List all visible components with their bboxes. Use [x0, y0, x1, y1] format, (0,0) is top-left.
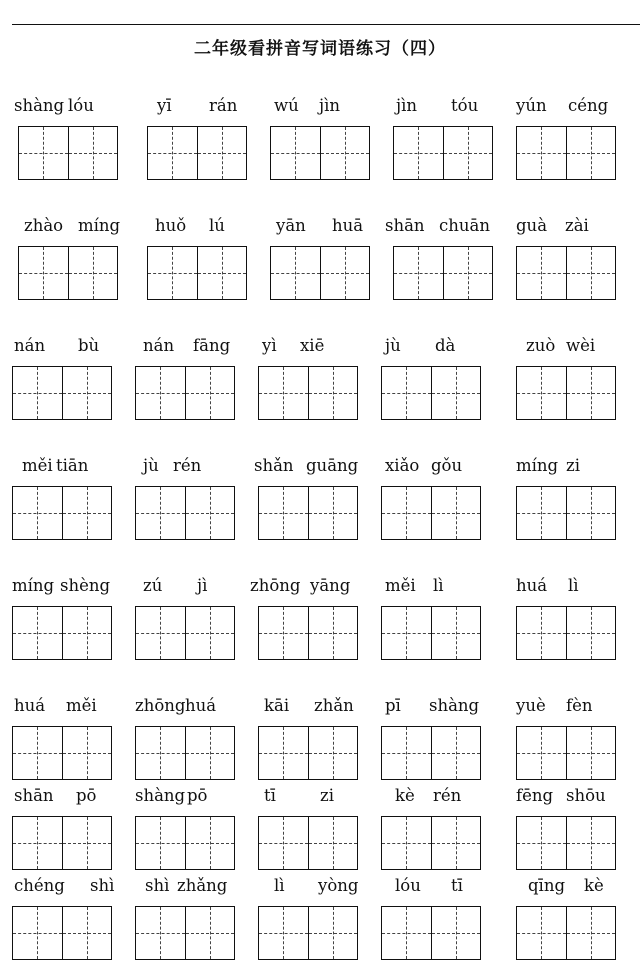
- pinyin-syllable: yì: [262, 336, 277, 355]
- tian-zi-cell[interactable]: [271, 127, 320, 179]
- pinyin-label: [135, 336, 255, 360]
- tian-zi-cell[interactable]: [62, 817, 112, 869]
- writing-grid: [12, 366, 112, 420]
- writing-grid: [18, 246, 118, 300]
- tian-zi-cell[interactable]: [308, 727, 358, 779]
- worksheet-title: 二年级看拼音写词语练习（四）: [194, 39, 446, 59]
- tian-zi-cell[interactable]: [517, 487, 566, 539]
- pinyin-label: [381, 786, 501, 810]
- pinyin-syllable: jì: [197, 576, 208, 595]
- pinyin-syllable: shàng: [429, 696, 480, 715]
- pinyin-label: [14, 96, 138, 120]
- pinyin-label: [516, 876, 636, 900]
- tian-zi-cell[interactable]: [136, 607, 185, 659]
- pinyin-label: [135, 456, 255, 480]
- pinyin-label: [258, 696, 378, 720]
- writing-grid: [135, 606, 235, 660]
- tian-zi-cell[interactable]: [68, 127, 118, 179]
- pinyin-syllable: fèn: [566, 696, 593, 715]
- tian-zi-cell[interactable]: [259, 907, 308, 959]
- pinyin-syllable: lú: [209, 216, 225, 235]
- tian-zi-cell[interactable]: [62, 607, 112, 659]
- pinyin-syllable: chuān: [439, 216, 490, 235]
- pinyin-label: [381, 576, 501, 600]
- writing-grid: [135, 906, 235, 960]
- pinyin-syllable: kāi: [264, 696, 290, 715]
- pinyin-syllable: huā: [332, 216, 364, 235]
- pinyin-syllable: fēng: [516, 786, 554, 805]
- tian-zi-cell[interactable]: [517, 127, 566, 179]
- tian-zi-cell[interactable]: [517, 727, 566, 779]
- pinyin-label: [516, 696, 636, 720]
- pinyin-syllable: qīng: [528, 876, 566, 895]
- top-rule: [12, 24, 640, 25]
- tian-zi-cell[interactable]: [566, 487, 616, 539]
- tian-zi-cell[interactable]: [308, 607, 358, 659]
- tian-zi-cell[interactable]: [517, 907, 566, 959]
- tian-zi-cell[interactable]: [517, 367, 566, 419]
- pinyin-syllable: guà: [516, 216, 548, 235]
- writing-grid: [516, 816, 616, 870]
- tian-zi-cell[interactable]: [517, 247, 566, 299]
- pinyin-label: [516, 96, 636, 120]
- pinyin-syllable: dà: [435, 336, 456, 355]
- pinyin-label: [135, 786, 255, 810]
- writing-grid: [258, 816, 358, 870]
- writing-grid: [12, 486, 112, 540]
- pinyin-syllable: guāng: [306, 456, 359, 475]
- pinyin-syllable: měi: [22, 456, 53, 475]
- tian-zi-cell[interactable]: [394, 127, 443, 179]
- pinyin-syllable: tóu: [451, 96, 479, 115]
- writing-grid: [381, 606, 481, 660]
- pinyin-syllable: huá: [516, 576, 548, 595]
- pinyin-label: [12, 876, 132, 900]
- pinyin-syllable: fāng: [193, 336, 231, 355]
- writing-grid: [516, 126, 616, 180]
- tian-zi-cell[interactable]: [136, 817, 185, 869]
- pinyin-syllable: yī: [157, 96, 172, 115]
- writing-grid: [135, 726, 235, 780]
- tian-zi-cell[interactable]: [259, 607, 308, 659]
- tian-zi-cell[interactable]: [62, 907, 112, 959]
- tian-zi-cell[interactable]: [62, 487, 112, 539]
- pinyin-syllable: jìn: [396, 96, 418, 115]
- tian-zi-cell[interactable]: [566, 607, 616, 659]
- pinyin-syllable: shì: [90, 876, 115, 895]
- pinyin-syllable: pī: [385, 696, 401, 715]
- tian-zi-cell[interactable]: [382, 727, 431, 779]
- tian-zi-cell[interactable]: [19, 247, 68, 299]
- pinyin-syllable: zuò: [526, 336, 556, 355]
- writing-grid: [258, 366, 358, 420]
- pinyin-syllable: shì: [145, 876, 170, 895]
- pinyin-label: [516, 456, 636, 480]
- pinyin-syllable: zhào: [24, 216, 64, 235]
- pinyin-syllable: míng: [516, 456, 559, 475]
- pinyin-label: [516, 216, 636, 240]
- pinyin-syllable: jìn: [319, 96, 341, 115]
- tian-zi-cell[interactable]: [13, 907, 62, 959]
- pinyin-label: [147, 216, 267, 240]
- writing-grid: [147, 246, 247, 300]
- pinyin-label: [147, 96, 267, 120]
- tian-zi-cell[interactable]: [13, 607, 62, 659]
- tian-zi-cell[interactable]: [19, 127, 68, 179]
- tian-zi-cell[interactable]: [136, 727, 185, 779]
- writing-grid: [258, 486, 358, 540]
- writing-grid: [381, 486, 481, 540]
- pinyin-syllable: shǎn: [254, 456, 294, 475]
- pinyin-syllable: zài: [565, 216, 589, 235]
- tian-zi-cell[interactable]: [197, 247, 247, 299]
- pinyin-syllable: tī: [264, 786, 276, 805]
- tian-zi-cell[interactable]: [13, 817, 62, 869]
- tian-zi-cell[interactable]: [382, 907, 431, 959]
- tian-zi-cell[interactable]: [394, 247, 443, 299]
- tian-zi-cell[interactable]: [382, 817, 431, 869]
- pinyin-syllable: wú: [274, 96, 299, 115]
- writing-grid: [381, 816, 481, 870]
- pinyin-syllable: zi: [566, 456, 580, 475]
- tian-zi-cell[interactable]: [185, 907, 235, 959]
- writing-grid: [516, 486, 616, 540]
- writing-grid: [135, 816, 235, 870]
- pinyin-label: [254, 456, 378, 480]
- pinyin-label: [381, 336, 501, 360]
- tian-zi-cell[interactable]: [566, 817, 616, 869]
- pinyin-syllable: zhǎng: [177, 876, 228, 895]
- tian-zi-cell[interactable]: [308, 487, 358, 539]
- pinyin-syllable: pō: [76, 786, 97, 805]
- tian-zi-cell[interactable]: [566, 727, 616, 779]
- pinyin-syllable: rén: [173, 456, 202, 475]
- tian-zi-cell[interactable]: [320, 247, 370, 299]
- pinyin-label: [12, 336, 132, 360]
- pinyin-label: [393, 96, 513, 120]
- tian-zi-cell[interactable]: [13, 487, 62, 539]
- pinyin-label: [250, 576, 378, 600]
- tian-zi-cell[interactable]: [320, 127, 370, 179]
- writing-grid: [516, 726, 616, 780]
- pinyin-syllable: gǒu: [431, 456, 463, 475]
- pinyin-label: [135, 876, 255, 900]
- pinyin-label: [12, 696, 132, 720]
- pinyin-syllable: yān: [276, 216, 306, 235]
- tian-zi-cell[interactable]: [136, 367, 185, 419]
- tian-zi-cell[interactable]: [68, 247, 118, 299]
- tian-zi-cell[interactable]: [185, 817, 235, 869]
- pinyin-syllable: kè: [395, 786, 415, 805]
- tian-zi-cell[interactable]: [308, 907, 358, 959]
- pinyin-syllable: huá: [185, 696, 217, 715]
- pinyin-syllable: jù: [143, 456, 159, 475]
- pinyin-syllable: yòng: [318, 876, 359, 895]
- tian-zi-cell[interactable]: [185, 727, 235, 779]
- tian-zi-cell[interactable]: [566, 247, 616, 299]
- pinyin-syllable: zi: [320, 786, 334, 805]
- pinyin-label: [516, 786, 636, 810]
- writing-grid: [381, 726, 481, 780]
- writing-grid: [393, 246, 493, 300]
- pinyin-syllable: yuè: [516, 696, 546, 715]
- tian-zi-cell[interactable]: [517, 817, 566, 869]
- tian-zi-cell[interactable]: [13, 727, 62, 779]
- pinyin-label: [516, 336, 636, 360]
- tian-zi-cell[interactable]: [431, 367, 481, 419]
- pinyin-syllable: míng: [12, 576, 55, 595]
- pinyin-syllable: lóu: [395, 876, 421, 895]
- pinyin-label: [12, 576, 132, 600]
- pinyin-label: [18, 216, 138, 240]
- writing-grid: [12, 726, 112, 780]
- writing-grid: [270, 126, 370, 180]
- writing-grid: [516, 906, 616, 960]
- writing-grid: [12, 816, 112, 870]
- pinyin-syllable: tī: [451, 876, 463, 895]
- pinyin-syllable: rén: [433, 786, 462, 805]
- pinyin-syllable: jù: [385, 336, 401, 355]
- tian-zi-cell[interactable]: [566, 367, 616, 419]
- tian-zi-cell[interactable]: [13, 367, 62, 419]
- pinyin-syllable: zhōng: [250, 576, 301, 595]
- tian-zi-cell[interactable]: [136, 907, 185, 959]
- pinyin-label: [270, 96, 390, 120]
- pinyin-syllable: shàng: [14, 96, 65, 115]
- tian-zi-cell[interactable]: [259, 367, 308, 419]
- pinyin-syllable: zhōng: [135, 696, 186, 715]
- tian-zi-cell[interactable]: [517, 607, 566, 659]
- pinyin-syllable: lóu: [68, 96, 94, 115]
- writing-grid: [147, 126, 247, 180]
- tian-zi-cell[interactable]: [185, 367, 235, 419]
- pinyin-syllable: shàng: [135, 786, 186, 805]
- writing-grid: [258, 606, 358, 660]
- tian-zi-cell[interactable]: [148, 127, 197, 179]
- pinyin-syllable: zú: [143, 576, 163, 595]
- tian-zi-cell[interactable]: [566, 127, 616, 179]
- pinyin-syllable: huá: [14, 696, 46, 715]
- pinyin-syllable: xiǎo: [385, 456, 420, 475]
- tian-zi-cell[interactable]: [185, 607, 235, 659]
- tian-zi-cell[interactable]: [443, 247, 493, 299]
- tian-zi-cell[interactable]: [382, 487, 431, 539]
- writing-grid: [516, 366, 616, 420]
- tian-zi-cell[interactable]: [271, 247, 320, 299]
- tian-zi-cell[interactable]: [308, 367, 358, 419]
- writing-grid: [135, 366, 235, 420]
- pinyin-syllable: shōu: [566, 786, 606, 805]
- pinyin-syllable: kè: [584, 876, 604, 895]
- tian-zi-cell[interactable]: [431, 607, 481, 659]
- tian-zi-cell[interactable]: [259, 817, 308, 869]
- pinyin-label: [270, 216, 390, 240]
- pinyin-syllable: yāng: [310, 576, 351, 595]
- pinyin-syllable: nán: [143, 336, 175, 355]
- tian-zi-cell[interactable]: [62, 727, 112, 779]
- pinyin-label: [12, 786, 132, 810]
- pinyin-label: [381, 696, 501, 720]
- writing-grid: [18, 126, 118, 180]
- pinyin-label: [135, 696, 255, 720]
- tian-zi-cell[interactable]: [382, 607, 431, 659]
- pinyin-syllable: shèng: [60, 576, 111, 595]
- tian-zi-cell[interactable]: [431, 487, 481, 539]
- pinyin-syllable: huǒ: [155, 216, 187, 235]
- pinyin-syllable: shān: [14, 786, 54, 805]
- pinyin-syllable: rán: [209, 96, 238, 115]
- writing-grid: [135, 486, 235, 540]
- writing-grid: [12, 906, 112, 960]
- pinyin-label: [381, 456, 501, 480]
- pinyin-label: [258, 336, 378, 360]
- pinyin-syllable: zhǎn: [314, 696, 354, 715]
- pinyin-syllable: wèi: [566, 336, 596, 355]
- writing-grid: [381, 906, 481, 960]
- pinyin-syllable: lì: [274, 876, 285, 895]
- pinyin-syllable: xiē: [300, 336, 325, 355]
- pinyin-syllable: lì: [568, 576, 579, 595]
- pinyin-syllable: chéng: [14, 876, 65, 895]
- pinyin-label: [258, 786, 378, 810]
- tian-zi-cell[interactable]: [431, 727, 481, 779]
- pinyin-syllable: měi: [66, 696, 97, 715]
- writing-grid: [516, 246, 616, 300]
- tian-zi-cell[interactable]: [431, 817, 481, 869]
- tian-zi-cell[interactable]: [259, 487, 308, 539]
- tian-zi-cell[interactable]: [197, 127, 247, 179]
- writing-grid: [393, 126, 493, 180]
- pinyin-label: [258, 876, 378, 900]
- pinyin-syllable: nán: [14, 336, 46, 355]
- tian-zi-cell[interactable]: [259, 727, 308, 779]
- writing-grid: [270, 246, 370, 300]
- pinyin-syllable: yún: [516, 96, 547, 115]
- tian-zi-cell[interactable]: [308, 817, 358, 869]
- pinyin-syllable: céng: [568, 96, 609, 115]
- pinyin-syllable: měi: [385, 576, 416, 595]
- pinyin-label: [12, 456, 132, 480]
- tian-zi-cell[interactable]: [136, 487, 185, 539]
- tian-zi-cell[interactable]: [185, 487, 235, 539]
- pinyin-syllable: lì: [433, 576, 444, 595]
- pinyin-label: [516, 576, 636, 600]
- tian-zi-cell[interactable]: [382, 367, 431, 419]
- writing-grid: [258, 906, 358, 960]
- pinyin-syllable: shān: [385, 216, 425, 235]
- writing-grid: [381, 366, 481, 420]
- pinyin-label: [381, 876, 501, 900]
- pinyin-label: [135, 576, 255, 600]
- pinyin-syllable: pō: [187, 786, 208, 805]
- tian-zi-cell[interactable]: [431, 907, 481, 959]
- pinyin-syllable: bù: [78, 336, 100, 355]
- writing-grid: [12, 606, 112, 660]
- tian-zi-cell[interactable]: [443, 127, 493, 179]
- tian-zi-cell[interactable]: [62, 367, 112, 419]
- pinyin-label: [385, 216, 513, 240]
- writing-grid: [258, 726, 358, 780]
- pinyin-syllable: míng: [78, 216, 121, 235]
- tian-zi-cell[interactable]: [148, 247, 197, 299]
- pinyin-syllable: tiān: [56, 456, 89, 475]
- writing-grid: [516, 606, 616, 660]
- tian-zi-cell[interactable]: [566, 907, 616, 959]
